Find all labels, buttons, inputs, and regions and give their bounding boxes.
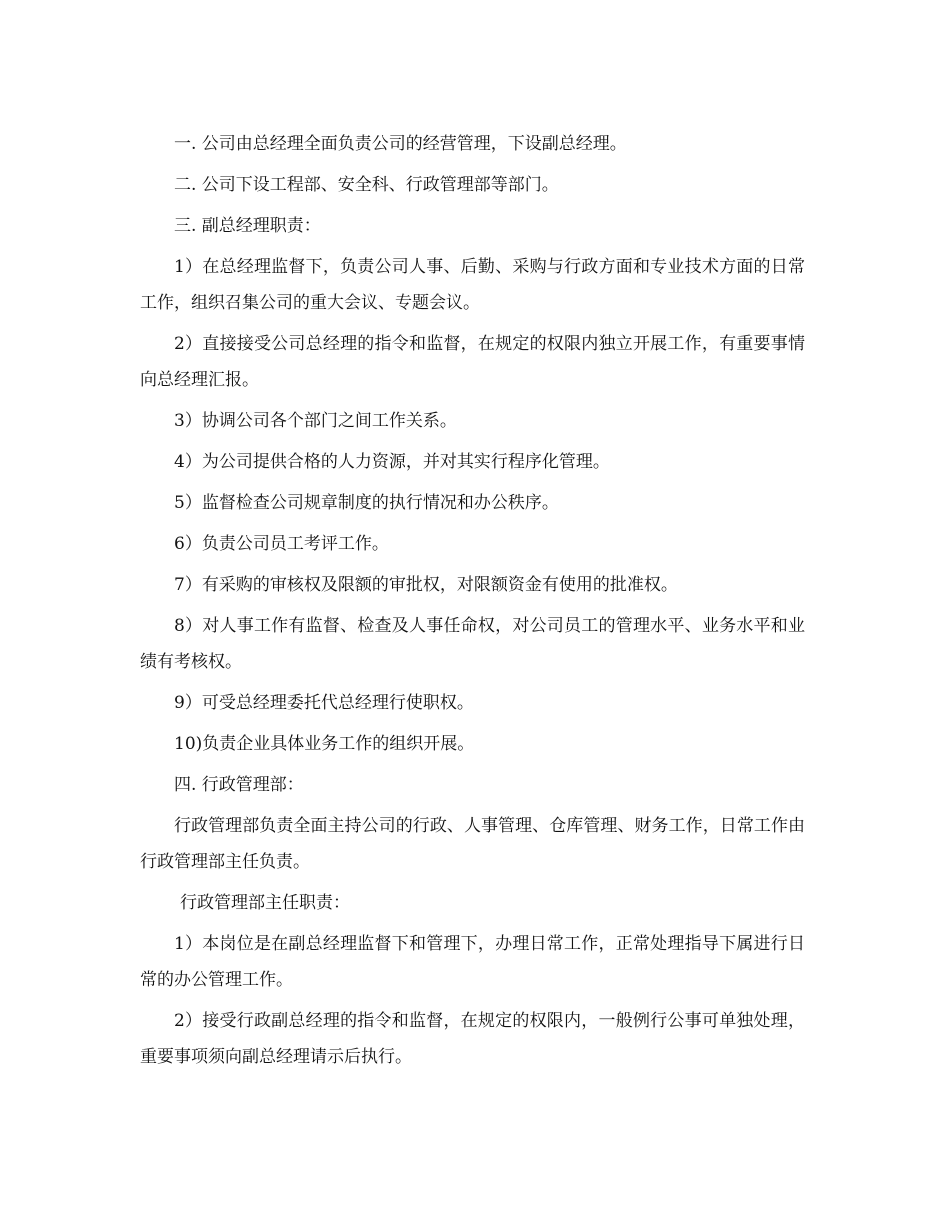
paragraph: 2）接受行政副总经理的指令和监督，在规定的权限内，一般例行公事可单独处理，重要事项须向副总经理请示后执行。 (140, 1011, 805, 1067)
document-body (140, 126, 805, 1080)
paragraph: 8）对人事工作有监督、检查及人事任命权，对公司员工的管理水平、业务水平和业绩有考核权。 (140, 616, 805, 672)
paragraph: 四. 行政管理部： (174, 775, 304, 795)
paragraph: 7）有采购的审核权及限额的审批权，对限额资金有使用的批准权。 (174, 575, 678, 595)
paragraph: 6）负责公司员工考评工作。 (174, 534, 389, 554)
paragraph: 一. 公司由总经理全面负责公司的经营管理，下设副总经理。 (174, 134, 627, 154)
paragraph: 2）直接接受公司总经理的指令和监督，在规定的权限内独立开展工作，有重要事情向总经理汇报。 (140, 334, 805, 390)
paragraph: 10)负责企业具体业务工作的组织开展。 (174, 734, 475, 754)
paragraph: 二. 公司下设工程部、安全科、行政管理部等部门。 (174, 175, 559, 195)
paragraph: 9）可受总经理委托代总经理行使职权。 (174, 693, 474, 713)
paragraph: 3）协调公司各个部门之间工作关系。 (174, 411, 457, 431)
paragraph: 行政管理部负责全面主持公司的行政、人事管理、仓库管理、财务工作，日常工作由行政管理部主任负责。 (140, 816, 805, 872)
paragraph: 1）在总经理监督下，负责公司人事、后勤、采购与行政方面和专业技术方面的日常工作，组织召集公司的重大会议、专题会议。 (140, 257, 805, 313)
paragraph: 5）监督检查公司规章制度的执行情况和办公秩序。 (174, 493, 559, 513)
paragraph: 1）本岗位是在副总经理监督下和管理下，办理日常工作，正常处理指导下属进行日常的办公管理工作。 (140, 934, 805, 990)
paragraph: 三. 副总经理职责： (174, 216, 321, 236)
paragraph: 4）为公司提供合格的人力资源，并对其实行程序化管理。 (174, 452, 610, 472)
paragraph: 行政管理部主任职责： (180, 893, 350, 913)
